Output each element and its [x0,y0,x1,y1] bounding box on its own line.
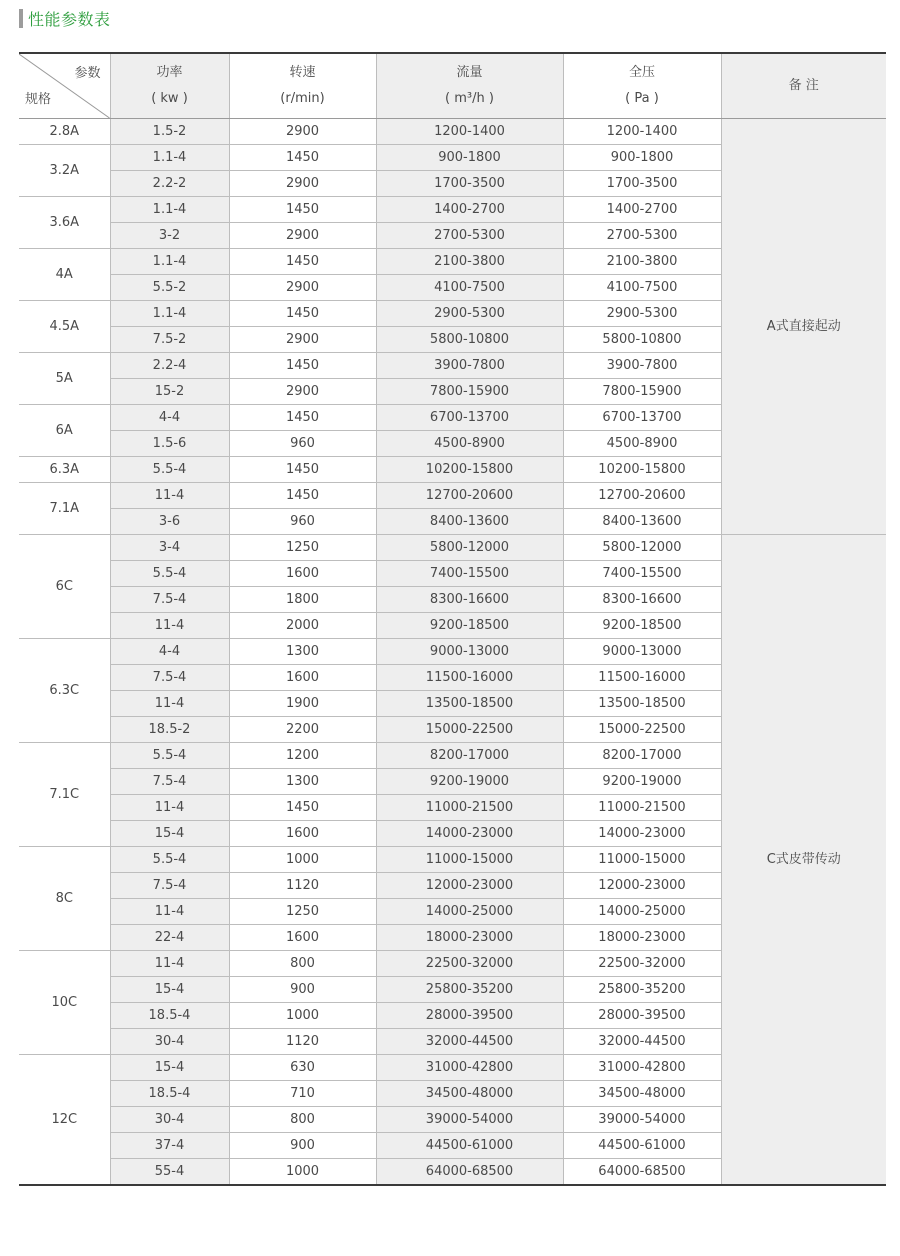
power-cell: 1.1-4 [110,301,229,327]
flow-cell: 10200-15800 [376,457,563,483]
power-cell: 1.1-4 [110,249,229,275]
power-cell: 11-4 [110,951,229,977]
pressure-cell: 4500-8900 [563,431,721,457]
flow-cell: 11000-15000 [376,847,563,873]
model-cell: 6C [19,535,110,639]
pressure-cell: 39000-54000 [563,1107,721,1133]
power-cell: 4-4 [110,405,229,431]
table-header-row [19,53,886,119]
pressure-cell: 5800-12000 [563,535,721,561]
speed-cell: 1300 [229,639,376,665]
pressure-cell: 900-1800 [563,145,721,171]
pressure-cell: 13500-18500 [563,691,721,717]
speed-cell: 1250 [229,535,376,561]
speed-cell: 800 [229,951,376,977]
power-cell: 15-4 [110,1055,229,1081]
header-pressure [563,53,721,119]
speed-cell: 960 [229,509,376,535]
speed-cell: 900 [229,977,376,1003]
speed-cell: 1450 [229,197,376,223]
pressure-cell: 2100-3800 [563,249,721,275]
pressure-cell: 25800-35200 [563,977,721,1003]
header-pressure-label: 全压 [628,65,655,80]
pressure-cell: 32000-44500 [563,1029,721,1055]
pressure-cell: 15000-22500 [563,717,721,743]
power-cell: 15-4 [110,977,229,1003]
speed-cell: 630 [229,1055,376,1081]
pressure-cell: 11500-16000 [563,665,721,691]
model-cell: 12C [19,1055,110,1186]
power-cell: 7.5-4 [110,873,229,899]
power-cell: 30-4 [110,1107,229,1133]
speed-cell: 2900 [229,119,376,145]
flow-cell: 1200-1400 [376,119,563,145]
header-power-unit: ( kw ) [151,91,188,106]
pressure-cell: 9000-13000 [563,639,721,665]
speed-cell: 1450 [229,483,376,509]
header-spec-label: 规格 [25,92,52,107]
model-cell: 7.1C [19,743,110,847]
speed-cell: 960 [229,431,376,457]
speed-cell: 1600 [229,925,376,951]
flow-cell: 8400-13600 [376,509,563,535]
power-cell: 11-4 [110,613,229,639]
flow-cell: 22500-32000 [376,951,563,977]
power-cell: 7.5-2 [110,327,229,353]
flow-cell: 7800-15900 [376,379,563,405]
pressure-cell: 1400-2700 [563,197,721,223]
flow-cell: 13500-18500 [376,691,563,717]
power-cell: 7.5-4 [110,665,229,691]
diagonal-header-cell [19,53,110,119]
speed-cell: 2900 [229,171,376,197]
pressure-cell: 3900-7800 [563,353,721,379]
model-cell: 6A [19,405,110,457]
power-cell: 55-4 [110,1159,229,1186]
flow-cell: 14000-23000 [376,821,563,847]
pressure-cell: 31000-42800 [563,1055,721,1081]
model-cell: 10C [19,951,110,1055]
power-cell: 7.5-4 [110,587,229,613]
pressure-cell: 34500-48000 [563,1081,721,1107]
flow-cell: 9000-13000 [376,639,563,665]
speed-cell: 2900 [229,275,376,301]
pressure-cell: 12700-20600 [563,483,721,509]
flow-cell: 31000-42800 [376,1055,563,1081]
flow-cell: 44500-61000 [376,1133,563,1159]
pressure-cell: 9200-19000 [563,769,721,795]
power-cell: 15-4 [110,821,229,847]
pressure-cell: 44500-61000 [563,1133,721,1159]
page-title: 性能参数表 [28,9,111,29]
note-cell: A式直接起动 [721,119,886,535]
flow-cell: 14000-25000 [376,899,563,925]
speed-cell: 1450 [229,353,376,379]
pressure-cell: 14000-25000 [563,899,721,925]
flow-cell: 9200-18500 [376,613,563,639]
speed-cell: 710 [229,1081,376,1107]
power-cell: 15-2 [110,379,229,405]
power-cell: 22-4 [110,925,229,951]
speed-cell: 1450 [229,301,376,327]
header-speed-label: 转速 [289,65,316,80]
note-cell: C式皮带传动 [721,535,886,1186]
header-power-label: 功率 [156,65,183,80]
model-cell: 6.3C [19,639,110,743]
performance-table [19,52,886,1186]
flow-cell: 5800-12000 [376,535,563,561]
flow-cell: 5800-10800 [376,327,563,353]
speed-cell: 1300 [229,769,376,795]
pressure-cell: 1700-3500 [563,171,721,197]
flow-cell: 39000-54000 [376,1107,563,1133]
header-pressure-unit: ( Pa ) [625,91,659,106]
speed-cell: 1450 [229,405,376,431]
model-cell: 2.8A [19,119,110,145]
pressure-cell: 12000-23000 [563,873,721,899]
pressure-cell: 28000-39500 [563,1003,721,1029]
model-cell: 3.6A [19,197,110,249]
power-cell: 2.2-4 [110,353,229,379]
flow-cell: 11500-16000 [376,665,563,691]
flow-cell: 2700-5300 [376,223,563,249]
speed-cell: 1250 [229,899,376,925]
speed-cell: 1200 [229,743,376,769]
pressure-cell: 10200-15800 [563,457,721,483]
flow-cell: 900-1800 [376,145,563,171]
power-cell: 1.1-4 [110,197,229,223]
flow-cell: 15000-22500 [376,717,563,743]
speed-cell: 2200 [229,717,376,743]
pressure-cell: 7800-15900 [563,379,721,405]
flow-cell: 8200-17000 [376,743,563,769]
power-cell: 5.5-2 [110,275,229,301]
speed-cell: 800 [229,1107,376,1133]
model-cell: 5A [19,353,110,405]
power-cell: 1.5-2 [110,119,229,145]
header-flow-unit: ( m³/h ) [445,91,494,106]
flow-cell: 9200-19000 [376,769,563,795]
pressure-cell: 11000-21500 [563,795,721,821]
model-cell: 3.2A [19,145,110,197]
speed-cell: 1800 [229,587,376,613]
speed-cell: 1450 [229,249,376,275]
power-cell: 18.5-2 [110,717,229,743]
power-cell: 18.5-4 [110,1081,229,1107]
power-cell: 3-6 [110,509,229,535]
speed-cell: 1600 [229,665,376,691]
flow-cell: 18000-23000 [376,925,563,951]
header-speed-unit: (r/min) [280,91,325,106]
power-cell: 5.5-4 [110,743,229,769]
pressure-cell: 8400-13600 [563,509,721,535]
flow-cell: 25800-35200 [376,977,563,1003]
power-cell: 1.1-4 [110,145,229,171]
speed-cell: 1000 [229,847,376,873]
pressure-cell: 18000-23000 [563,925,721,951]
power-cell: 11-4 [110,483,229,509]
speed-cell: 2000 [229,613,376,639]
flow-cell: 34500-48000 [376,1081,563,1107]
header-power [110,53,229,119]
power-cell: 18.5-4 [110,1003,229,1029]
flow-cell: 11000-21500 [376,795,563,821]
flow-cell: 1400-2700 [376,197,563,223]
flow-cell: 2100-3800 [376,249,563,275]
model-cell: 7.1A [19,483,110,535]
speed-cell: 900 [229,1133,376,1159]
pressure-cell: 64000-68500 [563,1159,721,1186]
power-cell: 5.5-4 [110,457,229,483]
pressure-cell: 11000-15000 [563,847,721,873]
header-flow [376,53,563,119]
speed-cell: 1450 [229,795,376,821]
pressure-cell: 7400-15500 [563,561,721,587]
speed-cell: 2900 [229,379,376,405]
pressure-cell: 1200-1400 [563,119,721,145]
power-cell: 1.5-6 [110,431,229,457]
header-speed [229,53,376,119]
power-cell: 3-4 [110,535,229,561]
table-row [19,119,886,145]
model-cell: 6.3A [19,457,110,483]
pressure-cell: 8300-16600 [563,587,721,613]
model-cell: 4.5A [19,301,110,353]
power-cell: 5.5-4 [110,847,229,873]
section-title [19,8,111,28]
pressure-cell: 6700-13700 [563,405,721,431]
speed-cell: 1450 [229,145,376,171]
power-cell: 2.2-2 [110,171,229,197]
pressure-cell: 14000-23000 [563,821,721,847]
speed-cell: 1600 [229,561,376,587]
flow-cell: 3900-7800 [376,353,563,379]
header-flow-label: 流量 [456,65,483,80]
pressure-cell: 5800-10800 [563,327,721,353]
flow-cell: 64000-68500 [376,1159,563,1186]
power-cell: 11-4 [110,899,229,925]
table-body [19,119,886,1186]
flow-cell: 12000-23000 [376,873,563,899]
model-cell: 8C [19,847,110,951]
pressure-cell: 2700-5300 [563,223,721,249]
flow-cell: 12700-20600 [376,483,563,509]
speed-cell: 1120 [229,1029,376,1055]
power-cell: 37-4 [110,1133,229,1159]
pressure-cell: 2900-5300 [563,301,721,327]
flow-cell: 7400-15500 [376,561,563,587]
flow-cell: 28000-39500 [376,1003,563,1029]
speed-cell: 1900 [229,691,376,717]
flow-cell: 6700-13700 [376,405,563,431]
speed-cell: 1450 [229,457,376,483]
pressure-cell: 22500-32000 [563,951,721,977]
power-cell: 7.5-4 [110,769,229,795]
flow-cell: 32000-44500 [376,1029,563,1055]
power-cell: 11-4 [110,691,229,717]
header-param-label: 参数 [74,66,101,81]
speed-cell: 2900 [229,327,376,353]
speed-cell: 1120 [229,873,376,899]
power-cell: 11-4 [110,795,229,821]
speed-cell: 1000 [229,1159,376,1186]
pressure-cell: 9200-18500 [563,613,721,639]
title-accent-bar [19,9,23,28]
pressure-cell: 8200-17000 [563,743,721,769]
flow-cell: 8300-16600 [376,587,563,613]
header-note: 备 注 [721,53,886,119]
power-cell: 5.5-4 [110,561,229,587]
flow-cell: 2900-5300 [376,301,563,327]
speed-cell: 1000 [229,1003,376,1029]
table-row [19,535,886,561]
flow-cell: 4500-8900 [376,431,563,457]
model-cell: 4A [19,249,110,301]
pressure-cell: 4100-7500 [563,275,721,301]
speed-cell: 1600 [229,821,376,847]
flow-cell: 4100-7500 [376,275,563,301]
power-cell: 30-4 [110,1029,229,1055]
power-cell: 3-2 [110,223,229,249]
power-cell: 4-4 [110,639,229,665]
speed-cell: 2900 [229,223,376,249]
flow-cell: 1700-3500 [376,171,563,197]
